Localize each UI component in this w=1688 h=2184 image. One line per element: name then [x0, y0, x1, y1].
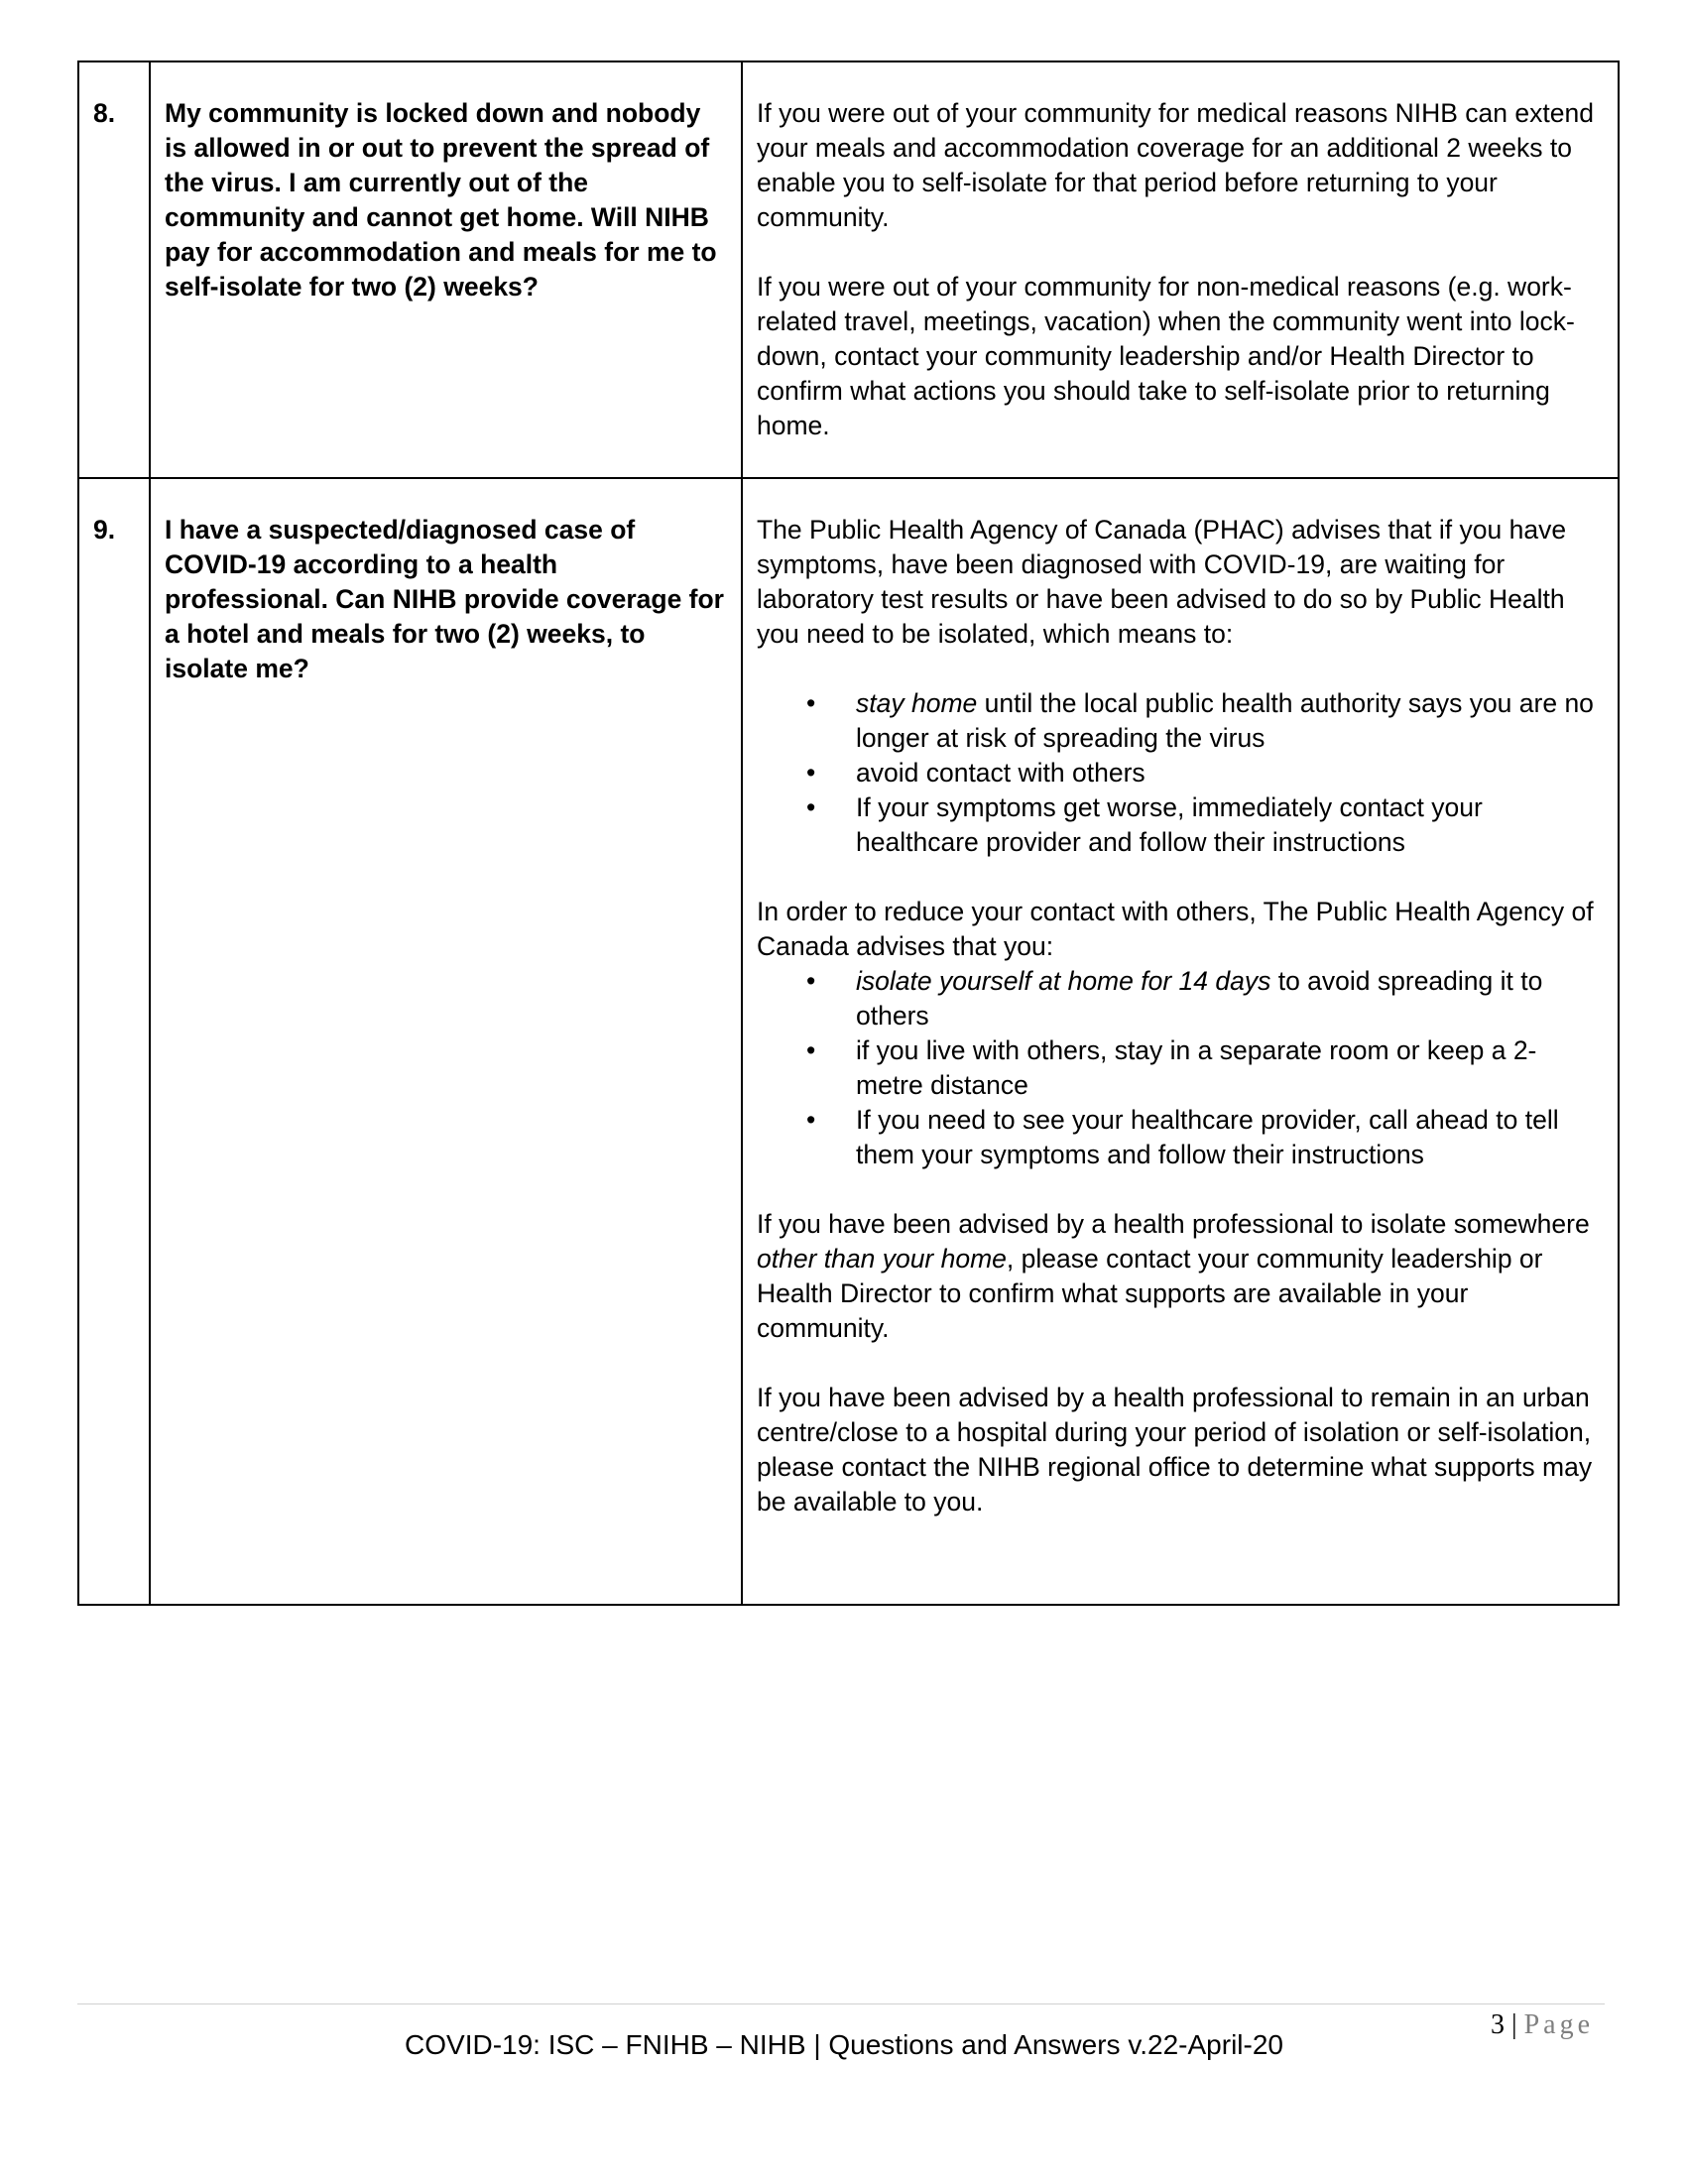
question-number: 9.: [78, 478, 150, 1605]
bullet-item: • isolate yourself at home for 14 days to avoid spreading it to others: [757, 964, 1604, 1033]
answer-paragraph: If you were out of your community for medical reasons NIHB can extend your meals and accommodation coverage for an additional 2 weeks to enable you to self-isolate for that period before returning to your community.: [757, 98, 1594, 232]
question-text: I have a suspected/diagnosed case of COVID-19 according to a health professional. Can NIHB provide coverage for a hotel and meals for two (2) weeks, to isolate me?: [150, 478, 742, 1605]
question-text: My community is locked down and nobody is allowed in or out to prevent the spread of the virus. I am currently out of the community and cannot get home. Will NIHB pay for accommodation and meals for me to self-isolate for two (2) weeks?: [150, 61, 742, 478]
answer-paragraph: If you were out of your community for non-medical reasons (e.g. work-related travel, meetings, vacation) when the community went into lock-down, contact your community leadership and/or Health Director to confirm what actions you should take to self-isolate prior to returning home.: [757, 272, 1575, 440]
bullet-item: • if you live with others, stay in a separate room or keep a 2-metre distance: [757, 1033, 1604, 1103]
bullet-item: • avoid contact with others: [757, 756, 1604, 790]
answer-paragraph: In order to reduce your contact with others, The Public Health Agency of Canada advises that you:: [757, 897, 1594, 961]
question-number: 8.: [78, 61, 150, 478]
answer-paragraph: If you have been advised by a health professional to remain in an urban centre/close to a hospital during your period of isolation or self-isolation, please contact the NIHB regional office to determine what supports may be available to you.: [757, 1383, 1593, 1517]
page-number: 3 | Page: [1490, 2009, 1594, 2040]
answer-paragraph: If you have been advised by a health professional to isolate somewhere other than your home, please contact your community leadership or Health Director to confirm what supports are available in your community.: [757, 1209, 1590, 1343]
footer-divider: [77, 2003, 1605, 2004]
bullet-item: • stay home until the local public health authority says you are no longer at risk of spreading the virus: [757, 686, 1604, 756]
qa-table: [77, 61, 1620, 1606]
bullet-item: • If your symptoms get worse, immediately contact your healthcare provider and follow their instructions: [757, 790, 1604, 860]
bullet-list: [757, 964, 1604, 1172]
table-row: [78, 61, 1619, 478]
bullet-item: • If you need to see your healthcare provider, call ahead to tell them your symptoms and follow their instructions: [757, 1103, 1604, 1172]
footer-text: COVID-19: ISC – FNIHB – NIHB | Questions and Answers v.22-April-20: [405, 2029, 1283, 2060]
table-row: [78, 478, 1619, 1605]
answer-cell: [742, 478, 1619, 1605]
answer-paragraph: The Public Health Agency of Canada (PHAC) advises that if you have symptoms, have been diagnosed with COVID-19, are waiting for laboratory test results or have been advised to do so by Public Health you need to be isolated, which means to:: [757, 515, 1567, 649]
answer-cell: [742, 61, 1619, 478]
bullet-list: [757, 686, 1604, 860]
